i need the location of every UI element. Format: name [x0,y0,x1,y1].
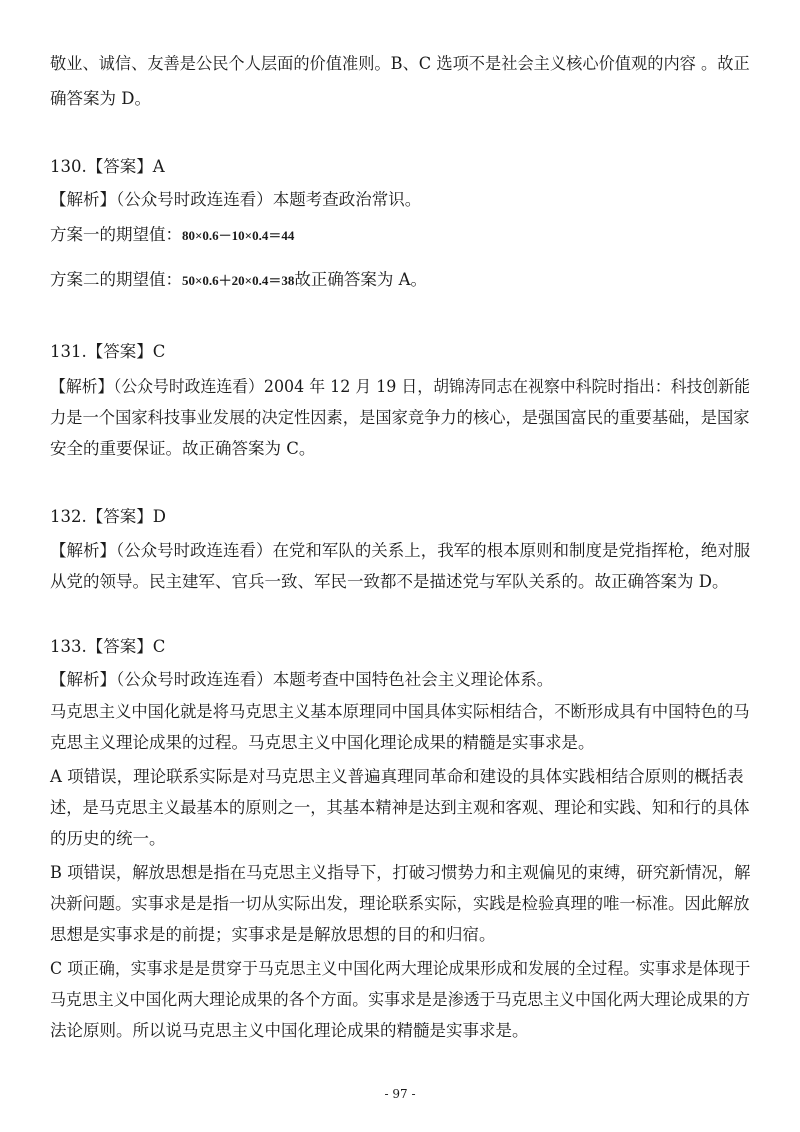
intro-line-2: 确答案为 D。 [50,89,151,108]
q133-pA-line-2: 述，是马克思主义最基本的原则之一，其基本精神是达到主观和客观、理论和实践、知和行的具体 [50,798,750,817]
q133-title: 133.【答案】C [50,637,166,656]
plan2-conclusion: 故正确答案为 A。 [294,270,427,289]
q133-pB-line-2: 决新问题。实事求是是指一切从实际出发，理论联系实际，实践是检验真理的唯一标准。因此解放 [50,894,750,913]
plan2-formula: 50×0.6＋20×0.4＝38 [182,273,295,288]
intro-line-1: 敬业、诚信、友善是公民个人层面的价值准则。B、C 选项不是社会主义核心价值观的内容 。故正 [50,54,750,73]
q130-analysis: 【解析】（公众号时政连连看）本题考查政治常识。 [50,190,422,209]
q133-pC-line-1: C 项正确，实事求是是贯穿于马克思主义中国化两大理论成果形成和发展的全过程。实事求是体现于 [50,959,751,978]
q132-line-1: 【解析】（公众号时政连连看）在党和军队的关系上，我军的根本原则和制度是党指挥枪，绝对服 [50,541,751,560]
q132-line-2: 从党的领导。民主建军、官兵一致、军民一致都不是描述党与军队关系的。故正确答案为 D。 [50,572,729,591]
q133-analysis: 【解析】（公众号时政连连看）本题考查中国特色社会主义理论体系。 [50,670,554,689]
q131-line-2: 力是一个国家科技事业发展的决定性因素，是国家竞争力的核心，是强国富民的重要基础，是国家 [50,408,750,427]
q133-pA-line-3: 的历史的统一。 [50,829,166,848]
q133-pC-line-2: 马克思主义中国化两大理论成果的各个方面。实事求是是渗透于马克思主义中国化两大理论成果的方 [50,990,751,1009]
q131-line-3: 安全的重要保证。故正确答案为 C。 [50,439,316,458]
q133-pA-line-1: A 项错误，理论联系实际是对马克思主义普遍真理同革命和建设的具体实践相结合原则的概括表 [50,767,744,786]
plan1-label: 方案一的期望值： [50,225,182,244]
q131-title: 131.【答案】C [50,342,166,361]
q132-title: 132.【答案】D [50,507,166,526]
page-number: - 97 - [384,1087,416,1101]
q133-p1-line-1: 马克思主义中国化就是将马克思主义基本原理同中国具体实际相结合，不断形成具有中国特色的马 [50,702,750,721]
q133-pC-line-3: 法论原则。所以说马克思主义中国化理论成果的精髓是实事求是。 [50,1021,529,1040]
q130-plan1 [50,224,294,247]
q130-plan2 [50,269,427,292]
q133-pB-line-3: 思想是实事求是的前提；实事求是是解放思想的目的和归宿。 [50,925,496,944]
q130-title: 130.【答案】A [50,157,165,176]
q133-p1-line-2: 克思主义理论成果的过程。马克思主义中国化理论成果的精髓是实事求是。 [50,733,595,752]
q133-pB-line-1: B 项错误，解放思想是指在马克思主义指导下，打破习惯势力和主观偏见的束缚，研究新情况，解 [50,863,751,882]
q131-line-1: 【解析】（公众号时政连连看）2004 年 12 月 19 日，胡锦涛同志在视察中科院时指出：科技创新能 [50,377,750,396]
plan1-formula: 80×0.6－10×0.4＝44 [182,228,295,243]
plan2-label: 方案二的期望值： [50,270,182,289]
